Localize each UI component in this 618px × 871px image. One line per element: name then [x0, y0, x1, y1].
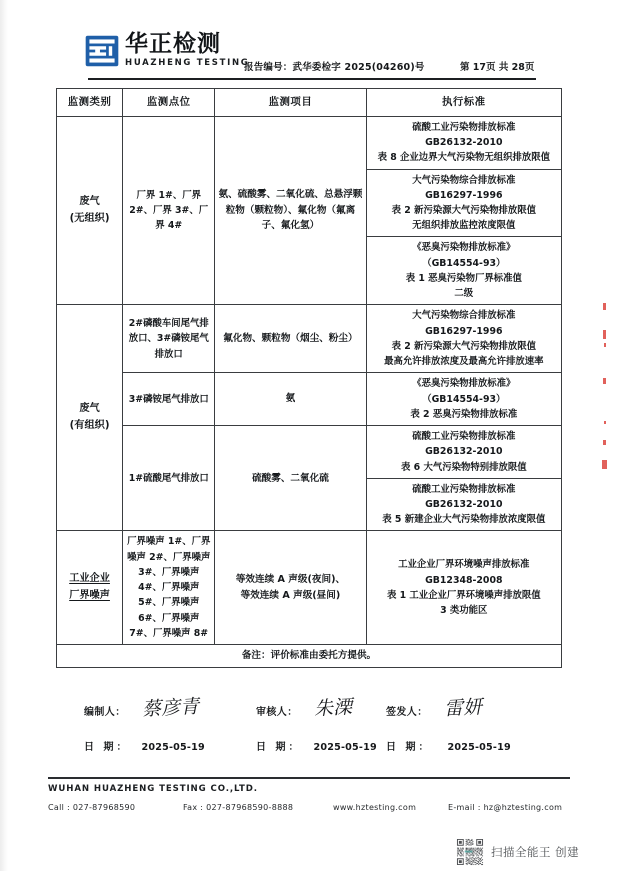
cell-standard: 大气污染物综合排放标准 GB16297-1996 表 2 新污染源大气污染物排放限值 最高允许排放浓度及最高允许排放速率 — [366, 305, 561, 373]
page-header — [0, 33, 618, 80]
table-row — [57, 305, 562, 373]
cell-standard: 《恶臭污染物排放标准》 （GB14554-93） 表 2 恶臭污染物排放标准 — [366, 373, 561, 426]
cell-standard: 大气污染物综合排放标准 GB16297-1996 表 2 新污染源大气污染物排放限值 无组织排放监控浓度限值 — [366, 169, 561, 237]
cell-point: 厂界噪声 1#、厂界噪声 2#、厂界噪声 3#、厂界噪声 4#、厂界噪声 5#、厂界噪声 6#、厂界噪声 7#、厂界噪声 8# — [123, 531, 215, 645]
col-header-item: 监测项目 — [215, 89, 366, 117]
monitoring-standards-table — [56, 88, 562, 668]
cell-category: 废气 (有组织) — [57, 305, 123, 531]
signature-issuer — [386, 696, 511, 753]
footer-company-name: WUHAN HUAZHENG TESTING CO.,LTD. — [48, 784, 258, 794]
logo-english-name: HUAZHENG TESTING — [125, 58, 250, 68]
issuer-date-value: 2025-05-19 — [447, 742, 511, 753]
cell-item: 等效连续 A 声级(夜间)、 等效连续 A 声级(昼间) — [215, 531, 366, 645]
cell-point: 厂界 1#、厂界 2#、厂界 3#、厂界 4# — [123, 116, 215, 305]
col-header-point: 监测点位 — [123, 89, 215, 117]
scan-artifact — [603, 440, 606, 445]
col-header-standard: 执行标准 — [366, 89, 561, 117]
cell-item: 硫酸雾、二氧化硫 — [215, 426, 366, 531]
company-logo — [85, 33, 249, 68]
scan-artifact — [602, 460, 607, 469]
table-header-row — [57, 89, 562, 117]
scan-artifact — [603, 303, 606, 310]
preparer-date-label: 日 期： — [84, 742, 130, 753]
scan-artifact — [604, 421, 606, 424]
cell-standard: 硫酸工业污染物排放标准 GB26132-2010 表 5 新建企业大气污染物排放浓度限值 — [366, 478, 561, 531]
signature-block — [56, 695, 562, 762]
report-number: 报告编号：武华委检字 2025(04260)号 — [244, 62, 425, 73]
table-note: 备注：评价标准由委托方提供。 — [57, 645, 562, 668]
preparer-signature: 蔡彦青 — [141, 695, 200, 721]
signature-preparer — [84, 695, 205, 753]
reviewer-signature: 朱溧 — [313, 696, 353, 720]
table-row — [57, 531, 562, 645]
footer-fax: Fax : 027-87968590-8888 — [183, 803, 294, 812]
signature-reviewer — [256, 696, 377, 753]
cell-standard: 硫酸工业污染物排放标准 GB26132-2010 表 8 企业边界大气污染物无组织排放限值 — [366, 116, 561, 169]
cell-item: 氨 — [215, 373, 366, 426]
page-number: 第 17页 共 28页 — [460, 62, 535, 73]
table-body — [57, 116, 562, 667]
cell-item: 氨、硫酸雾、二氧化硫、总悬浮颗粒物（颗粒物）、氟化物（氟离子、氟化氢） — [215, 116, 366, 305]
table-row — [57, 426, 562, 479]
huazheng-logo-icon — [85, 35, 119, 67]
camscanner-watermark — [456, 838, 579, 866]
logo-chinese-name: 华正检测 — [125, 31, 221, 57]
issuer-label: 签发人： — [386, 707, 428, 718]
cell-point: 2#磷酸车间尾气排放口、3#磷铵尾气排放口 — [123, 305, 215, 373]
cell-point: 3#磷铵尾气排放口 — [123, 373, 215, 426]
scan-artifact — [603, 330, 606, 339]
scan-edge-shadow — [0, 0, 8, 871]
table-row — [57, 116, 562, 169]
footer-divider — [48, 777, 570, 779]
footer-website[interactable]: www.hztesting.com — [333, 803, 417, 812]
reviewer-date-label: 日 期： — [256, 742, 302, 753]
preparer-date-value: 2025-05-19 — [141, 742, 205, 753]
watermark-label: 扫描全能王 创建 — [491, 845, 580, 859]
cell-standard: 硫酸工业污染物排放标准 GB26132-2010 表 6 大气污染物特别排放限值 — [366, 426, 561, 479]
cell-item: 氟化物、颗粒物（烟尘、粉尘） — [215, 305, 366, 373]
reviewer-label: 审核人： — [256, 707, 298, 718]
cell-point: 1#硫酸尾气排放口 — [123, 426, 215, 531]
table-note-row — [57, 645, 562, 668]
logo-text-block — [125, 33, 249, 68]
cell-category: 工业企业 厂界噪声 — [57, 531, 123, 645]
footer-email[interactable]: E-mail : hz@hztesting.com — [448, 803, 563, 812]
preparer-label: 编制人： — [84, 707, 126, 718]
reviewer-date-value: 2025-05-19 — [313, 742, 377, 753]
scan-artifact — [604, 343, 606, 347]
table-row — [57, 373, 562, 426]
cell-standard: 工业企业厂界环境噪声排放标准 GB12348-2008 表 1 工业企业厂界环境噪声排放限值 3 类功能区 — [366, 531, 561, 645]
cell-standard: 《恶臭污染物排放标准》 （GB14554-93） 表 1 恶臭污染物厂界标准值 二级 — [366, 237, 561, 305]
footer-phone: Call : 027-87968590 — [48, 803, 136, 812]
scan-artifact — [603, 378, 606, 384]
qr-code-icon — [456, 838, 484, 866]
header-divider — [88, 78, 536, 80]
col-header-category: 监测类别 — [57, 89, 123, 117]
issuer-signature: 雷妍 — [443, 696, 483, 720]
cell-category: 废气 (无组织) — [57, 116, 123, 305]
footer-contacts — [48, 803, 578, 815]
monitoring-standards-table-wrapper — [56, 88, 562, 668]
issuer-date-label: 日 期： — [386, 742, 432, 753]
page-footer — [48, 784, 578, 815]
